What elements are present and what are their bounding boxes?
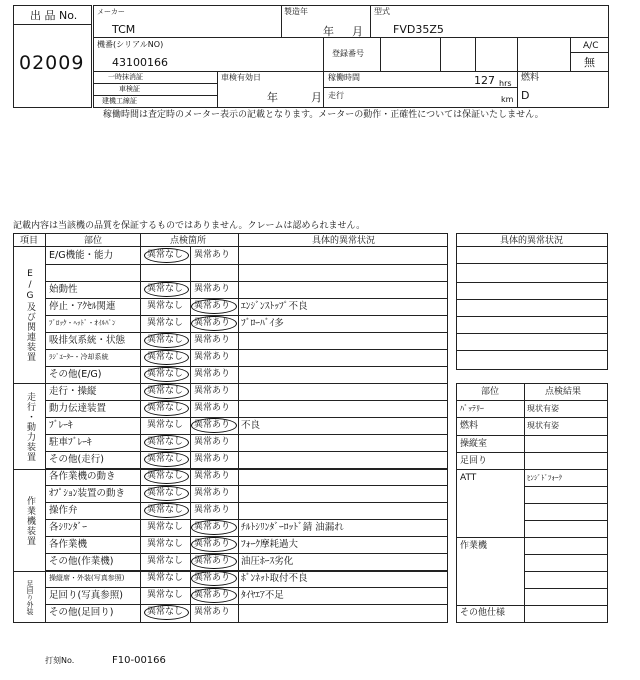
group-label-undercarriage: 足回り外装 [26, 579, 34, 615]
temp-permit-label: 一時抹消証 [108, 73, 143, 81]
normal-option[interactable]: 異常なし [147, 505, 184, 515]
normal-circle-mark [144, 435, 189, 450]
row-part: E/G機能・能力 [49, 250, 114, 261]
row-part: ﾌﾞﾛｯｸ・ﾍｯﾄﾞ・ｵｲﾙﾊﾟﾝ [49, 319, 116, 327]
row-part: その他(足回り) [49, 607, 114, 618]
hours-note: 稼働時間は査定時のメーター表示の記載となります。メーターの動作・正確性については保証いたしません。 [103, 110, 544, 120]
normal-option[interactable]: 異常なし [147, 403, 184, 413]
group-label-work: 作業機装置 [25, 495, 35, 546]
row-part: 駐車ﾌﾞﾚｰｷ [49, 437, 92, 448]
model-label: 型式 [374, 7, 390, 16]
row-detail: 油圧ﾎｰｽ劣化 [241, 556, 294, 567]
row-part: 各ｼﾘﾝﾀﾞｰ [49, 522, 88, 533]
table-row [0, 247, 448, 264]
col-check-header: 点検箇所 [170, 236, 207, 246]
abnormal-option[interactable]: 異常あり [194, 539, 231, 549]
table-row [0, 604, 448, 621]
right-part-other: その他仕様 [460, 608, 506, 618]
abnormal-option[interactable]: 異常あり [194, 335, 231, 345]
row-part: 操縦席・外装(写真参照) [49, 574, 125, 582]
hours-unit: hrs [499, 79, 512, 88]
abnormal-circle-mark [191, 571, 237, 586]
quality-note: 記載内容は当該機の品質を保証するものではありません。クレームは認められません。 [13, 221, 366, 231]
table-row [0, 349, 448, 366]
table-row [0, 485, 448, 502]
row-part: 動力伝達装置 [49, 403, 107, 414]
right-part-att: ATT [460, 473, 477, 483]
normal-option[interactable]: 異常なし [147, 522, 184, 532]
normal-option[interactable]: 異常なし [147, 420, 184, 430]
abnormal-option[interactable]: 異常あり [194, 522, 231, 532]
normal-option[interactable]: 異常なし [147, 607, 184, 617]
table-row [0, 468, 448, 485]
normal-circle-mark [144, 605, 189, 620]
used-equipment-label: 建機工線証 [102, 97, 137, 105]
abnormal-circle-mark [191, 520, 237, 535]
normal-circle-mark [144, 367, 189, 382]
abnormal-option[interactable]: 異常あり [194, 420, 231, 430]
table-row [0, 383, 448, 400]
normal-option[interactable]: 異常なし [147, 437, 184, 447]
table-row [0, 587, 448, 604]
right-detail-header: 具体的異常状況 [500, 236, 564, 246]
row-detail: ﾀｲﾔｴｱ不足 [241, 590, 284, 601]
row-part: 操作弁 [49, 505, 78, 516]
abnormal-option[interactable]: 異常あり [194, 573, 231, 583]
row-part: 各作業機の動き [49, 471, 116, 482]
row-part: 走行・操縦 [49, 386, 97, 397]
row-part: その他(作業機) [49, 556, 114, 567]
fuel-label: 燃料 [521, 73, 540, 83]
abnormal-option[interactable]: 異常あり [194, 556, 231, 566]
normal-circle-mark [144, 350, 189, 365]
row-part: ﾗｼﾞｴｰﾀｰ・冷却系統 [49, 353, 109, 361]
right-result-att: ﾋﾝｼﾞﾄﾞﾌｫｰｸ [527, 474, 562, 482]
table-row [0, 536, 448, 553]
abnormal-option[interactable]: 異常あり [194, 386, 231, 396]
stamp-label: 打刻No. [45, 656, 75, 665]
row-part: その他(走行) [49, 454, 104, 465]
year-unit: 年 [323, 25, 334, 38]
table-row [0, 366, 448, 383]
normal-option[interactable]: 異常なし [147, 590, 184, 600]
row-part: 停止・ｱｸｾﾙ関連 [49, 301, 116, 312]
right-part-battery: ﾊﾞｯﾃﾘｰ [460, 404, 484, 413]
row-detail: ﾎﾞﾝﾈｯﾄ取付不良 [241, 573, 308, 584]
inspection-valid-label: 車検有効日 [221, 73, 261, 82]
table-row [0, 434, 448, 451]
month-unit: 月 [352, 25, 363, 38]
normal-circle-mark [144, 452, 189, 467]
ac-label: A/C [583, 41, 599, 51]
year-label: 製造年 [284, 7, 308, 16]
hours-label: 稼働時間 [328, 73, 360, 82]
normal-option[interactable]: 異常なし [147, 352, 184, 362]
right-result-battery: 現状有姿 [527, 404, 559, 413]
abnormal-circle-mark [191, 588, 237, 603]
normal-option[interactable]: 異常なし [147, 573, 184, 583]
inspection-year-unit: 年 [267, 91, 278, 104]
normal-option[interactable]: 異常なし [147, 488, 184, 498]
fuel-value: D [521, 89, 530, 102]
table-row [0, 570, 448, 587]
normal-circle-mark [144, 282, 189, 297]
normal-circle-mark [144, 503, 189, 518]
abnormal-option[interactable]: 異常あり [194, 284, 231, 294]
model-value: FVD35Z5 [393, 23, 444, 36]
ac-value: 無 [584, 56, 595, 69]
normal-circle-mark [144, 248, 189, 263]
col-detail-header: 具体的異常状況 [312, 236, 376, 246]
row-part: ｵﾌﾟｼｮﾝ装置の動き [49, 488, 126, 499]
col-item-header: 項目 [20, 236, 39, 246]
maker-value: TCM [112, 23, 136, 36]
right-col-part: 部位 [481, 387, 500, 397]
row-detail: ﾌｫｰｸ摩耗過大 [241, 539, 299, 550]
normal-circle-mark [144, 333, 189, 348]
right-part-undercarriage: 足回り [460, 456, 488, 466]
right-result-fuel: 現状有姿 [527, 421, 559, 430]
lot-number-label: 出 品 No. [30, 9, 78, 22]
normal-option[interactable]: 異常なし [147, 250, 184, 260]
abnormal-option[interactable]: 異常あり [194, 454, 231, 464]
row-part: ﾌﾞﾚｰｷ [49, 420, 73, 431]
stamp-value: F10-00166 [112, 655, 166, 666]
row-part: 吸排気系統・状態 [49, 335, 126, 346]
abnormal-option[interactable]: 異常あり [194, 352, 231, 362]
table-row [0, 451, 448, 468]
group-label-engine: E/G及び関連装置 [25, 268, 35, 362]
abnormal-option[interactable]: 異常あり [194, 369, 231, 379]
right-part-cab: 操縦室 [460, 439, 488, 449]
registration-label: 登録番号 [332, 49, 364, 58]
inspection-cert-label: 車検証 [119, 85, 140, 93]
table-row [0, 519, 448, 536]
normal-option[interactable]: 異常なし [147, 386, 184, 396]
abnormal-option[interactable]: 異常あり [194, 318, 231, 328]
mileage-label: 走行 [328, 91, 344, 100]
lot-number-value: 02009 [19, 52, 85, 74]
normal-option[interactable]: 異常なし [147, 556, 184, 566]
serial-label: 機番(シリアルNO) [97, 40, 164, 49]
normal-circle-mark [144, 486, 189, 501]
normal-option[interactable]: 異常なし [147, 318, 184, 328]
normal-option[interactable]: 異常なし [147, 471, 184, 481]
right-part-work: 作業機 [460, 541, 488, 551]
km-unit: km [501, 95, 514, 104]
abnormal-option[interactable]: 異常あり [194, 590, 231, 600]
row-part: 各作業機 [49, 539, 88, 550]
normal-circle-mark [144, 469, 189, 484]
table-row [0, 553, 448, 570]
maker-label: メーカー [97, 8, 125, 16]
table-row [0, 400, 448, 417]
abnormal-circle-mark [191, 418, 237, 433]
table-row [0, 502, 448, 519]
col-part-header: 部位 [84, 236, 103, 246]
abnormal-option[interactable]: 異常あり [194, 403, 231, 413]
abnormal-option[interactable]: 異常あり [194, 488, 231, 498]
inspection-month-unit: 月 [311, 91, 322, 104]
normal-circle-mark [144, 384, 189, 399]
normal-option[interactable]: 異常なし [147, 539, 184, 549]
normal-option[interactable]: 異常なし [147, 284, 184, 294]
row-part: 始動性 [49, 284, 78, 295]
table-row [0, 315, 448, 332]
normal-circle-mark [144, 401, 189, 416]
group-label-drive: 走行・動力装置 [25, 391, 35, 462]
abnormal-circle-mark [191, 299, 237, 314]
table-row [0, 281, 448, 298]
abnormal-option[interactable]: 異常あり [194, 301, 231, 311]
abnormal-option[interactable]: 異常あり [194, 437, 231, 447]
hours-value: 127 [474, 74, 495, 87]
abnormal-circle-mark [191, 537, 237, 552]
serial-value: 43100166 [112, 56, 168, 69]
table-row [0, 332, 448, 349]
row-detail: ﾌﾞﾛｰﾊﾞｲ多 [241, 318, 284, 329]
abnormal-option[interactable]: 異常あり [194, 607, 231, 617]
table-row [0, 264, 448, 281]
abnormal-option[interactable]: 異常あり [194, 471, 231, 481]
row-detail: 不良 [241, 420, 261, 431]
normal-option[interactable]: 異常なし [147, 369, 184, 379]
row-part: 足回り(写真参照) [49, 590, 123, 601]
right-col-result: 点検結果 [545, 387, 582, 397]
table-row [0, 417, 448, 434]
abnormal-circle-mark [191, 554, 237, 569]
abnormal-option[interactable]: 異常あり [194, 505, 231, 515]
normal-option[interactable]: 異常なし [147, 301, 184, 311]
right-part-fuel: 燃料 [460, 421, 479, 431]
abnormal-circle-mark [191, 316, 237, 331]
row-detail: ｴﾝｼﾞﾝｽﾄｯﾌﾟ不良 [241, 301, 308, 312]
table-row [0, 298, 448, 315]
abnormal-option[interactable]: 異常あり [194, 250, 231, 260]
row-part: その他(E/G) [49, 369, 102, 380]
row-detail: ﾁﾙﾄｼﾘﾝﾀﾞｰﾛｯﾄﾞ錆 油漏れ [241, 522, 344, 533]
normal-option[interactable]: 異常なし [147, 454, 184, 464]
normal-option[interactable]: 異常なし [147, 335, 184, 345]
